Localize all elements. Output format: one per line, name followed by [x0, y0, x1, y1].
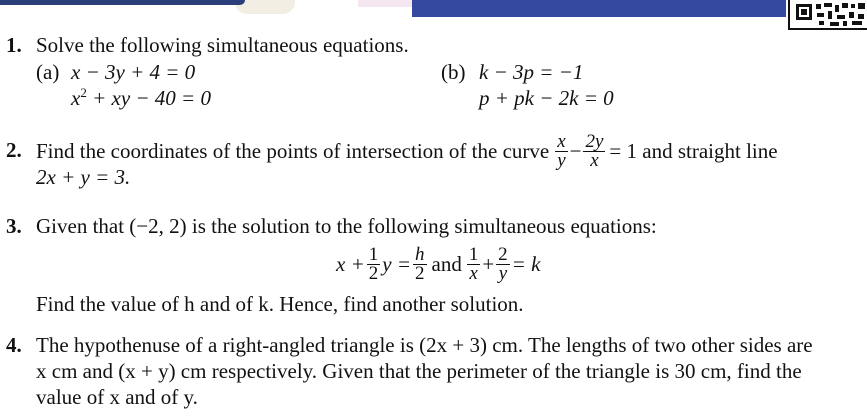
header-blue-bar	[412, 0, 786, 17]
q3-equations: x + $\frac{1}{2}$ y = $\frac{h}{2}$ and $\frac{1}{x}$ + $\frac{2}{y}$ = k	[336, 243, 541, 284]
q1a-equation-1: x − 3y + 4 = 0	[71, 60, 196, 84]
q1-number: 1.	[6, 33, 22, 57]
q1b-equation-2: p + pk − 2k = 0	[479, 86, 614, 110]
qr-code-icon[interactable]	[788, 0, 867, 30]
q1b-equation-1: k − 3p = −1	[479, 60, 584, 84]
q1b-label: (b)	[441, 60, 466, 84]
q2-fraction-x-over-y: $\frac{x}{y}$	[557, 130, 566, 171]
q2-text: Find the coordinates of the points of intersection of the curve	[36, 139, 550, 163]
q2-number: 2.	[6, 138, 22, 162]
q4-number: 4.	[6, 333, 22, 357]
header-left-bar	[0, 0, 245, 5]
q3-number: 3.	[6, 214, 22, 238]
q1a-equation-2: $x^2$ + xy − 40 = 0	[71, 85, 211, 110]
q4-line-3: value of x and of y.	[36, 385, 198, 409]
q3-line-3: Find the value of h and of k. Hence, find another solution.	[36, 292, 524, 316]
q3-text: Given that (−2, 2) is the solution to the following simultaneous equations:	[36, 214, 657, 238]
q3-fraction-2-over-y: $\frac{2}{y}$	[498, 243, 508, 284]
q1-text: Solve the following simultaneous equations.	[36, 33, 409, 57]
q3-fraction-1-over-2: $\frac{1}{2}$	[368, 243, 379, 284]
q4-line-2: x cm and (x + y) cm respectively. Given that the perimeter of the triangle is 30 cm, find the	[36, 359, 802, 383]
q2-line-1: Find the coordinates of the points of intersection of the curve $\frac{x}{y}$ − $\frac{2y}{x}$ = 1 and straight line	[36, 130, 778, 171]
q2-fraction-2y-over-x: $\frac{2y}{x}$	[585, 130, 604, 171]
q1a-label: (a)	[36, 60, 60, 84]
q4-line-1: The hypothenuse of a right-angled triangle is (2x + 3) cm. The lengths of two other sides are	[36, 333, 813, 357]
q3-fraction-1-over-x: $\frac{1}{x}$	[468, 243, 479, 284]
q3-fraction-h-over-2: $\frac{h}{2}$	[415, 243, 425, 284]
q2-line-2: 2x + y = 3.	[36, 165, 131, 189]
